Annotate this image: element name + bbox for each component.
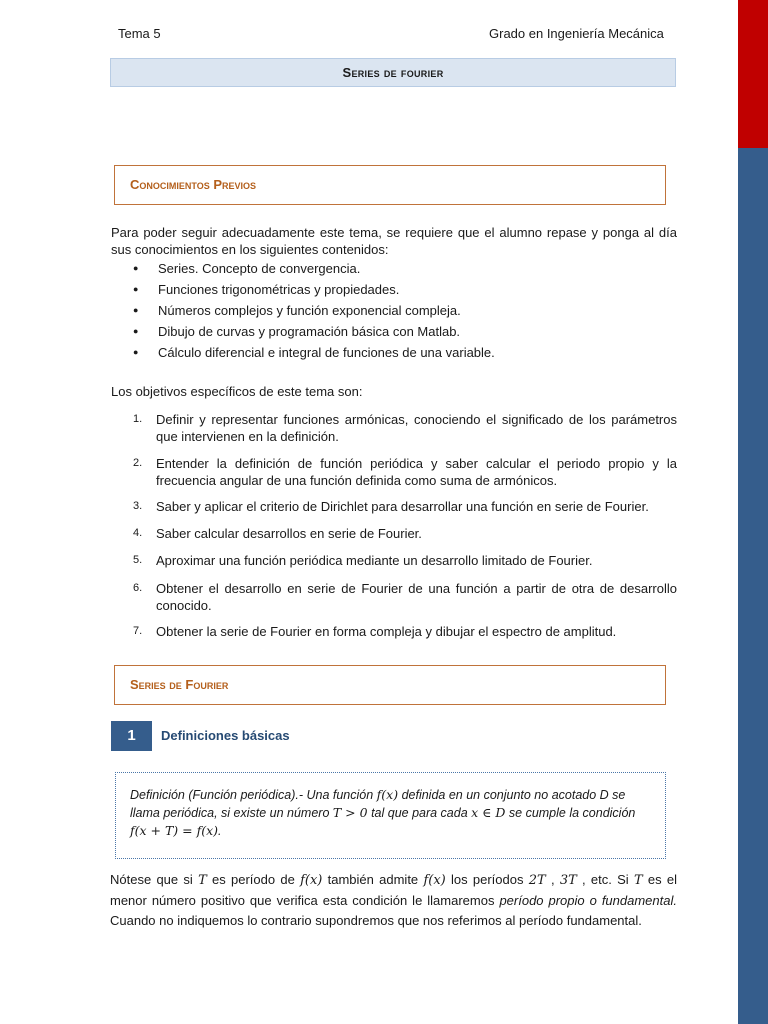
objective-number: 3. [133,500,143,512]
definition-text: tal que para cada [367,806,472,820]
section-heading-fourier: Series de Fourier [114,665,666,705]
objective-item [133,455,677,489]
objective-number: 5. [133,554,143,566]
list-item: ● Cálculo diferencial e integral de funciones de una variable. [133,344,495,365]
math-expression: 2T [528,873,546,888]
note-text: , etc. Si [576,872,634,887]
subsection-title: Definiciones básicas [161,728,290,743]
objective-text: Saber calcular desarrollos en serie de Fourier. [156,526,422,541]
list-item: ● Funciones trigonométricas y propiedades. [133,281,495,302]
math-expression: T > 0 [332,805,368,820]
page-title: Series de fourier [110,58,676,87]
note-text: , [545,872,560,887]
list-item: ● Dibujo de curvas y programación básica con Matlab. [133,323,495,344]
note-paragraph [110,870,677,931]
list-item: ● Series. Concepto de convergencia. [133,260,495,281]
header-degree: Grado en Ingeniería Mecánica [489,26,664,41]
list-item: ● Números complejos y función exponencial compleja. [133,302,495,323]
objectives-intro: Los objetivos específicos de este tema son: [111,384,363,399]
note-text: Cuando no indiquemos lo contrario supondremos que nos referimos al período fundamental. [110,913,642,928]
note-text: también admite [322,872,424,887]
subsection-number: 1 [111,721,152,751]
header-topic: Tema 5 [118,26,161,41]
objective-number: 1. [133,413,143,425]
math-expression: f(x + T) = f(x) [130,823,219,838]
objective-item [133,411,677,445]
note-text: es el menor número positivo que verifica esta condición le llamaremos [110,872,678,908]
math-expression: T [198,873,207,888]
objective-number: 4. [133,527,143,539]
objective-number: 7. [133,625,143,637]
objective-text: Aproximar una función periódica mediante un desarrollo limitado de Fourier. [156,553,593,568]
definition-text: definida en un conjunto no acotado D se llama periódica, si existe un número [130,788,626,820]
objective-item [133,525,677,542]
objective-item [133,552,677,569]
math-expression: f(x) [423,873,446,888]
objective-number: 6. [133,582,143,594]
side-decoration-bar [738,0,768,1024]
math-expression: f(x) [300,873,323,888]
objective-text: Definir y representar funciones armónicas, conociendo el significado de los parámetros que intervienen en la definición. [156,412,677,444]
objective-number: 2. [133,457,143,469]
note-text: los períodos [445,872,529,887]
objective-text: Obtener el desarrollo en serie de Fourier de una función a partir de otra de desarrollo conocido. [156,581,677,613]
objective-text: Entender la definición de función periódica y saber calcular el periodo propio y la frecuencia angular de una función definida como suma de armónicos. [156,456,677,488]
definition-box [115,772,666,859]
math-expression: x ∈ D [471,805,506,820]
section-heading-prerequisites: Conocimientos Previos [114,165,666,205]
objective-item [133,498,677,515]
math-expression: 3T [559,873,577,888]
prerequisites-list [133,260,495,365]
note-text: Nótese que si [110,872,199,887]
note-emphasis: período propio o fundamental. [499,893,677,908]
definition-text: Definición (Función periódica).- Una función [130,788,377,802]
objective-text: Saber y aplicar el criterio de Dirichlet para desarrollar una función en serie de Fourier. [156,499,649,514]
math-expression: f(x) [376,787,399,802]
intro-paragraph: Para poder seguir adecuadamente este tema, se requiere que el alumno repase y ponga al día sus conocimientos en los siguientes contenidos: [111,225,677,257]
objective-item [133,623,677,640]
objective-item [133,580,677,614]
objective-text: Obtener la serie de Fourier en forma compleja y dibujar el espectro de amplitud. [156,624,617,639]
side-accent-bar [738,0,768,148]
definition-text: . [218,824,222,838]
note-text: es período de [206,872,301,887]
definition-text: se cumple la condición [505,806,636,820]
math-expression: T [633,873,643,888]
